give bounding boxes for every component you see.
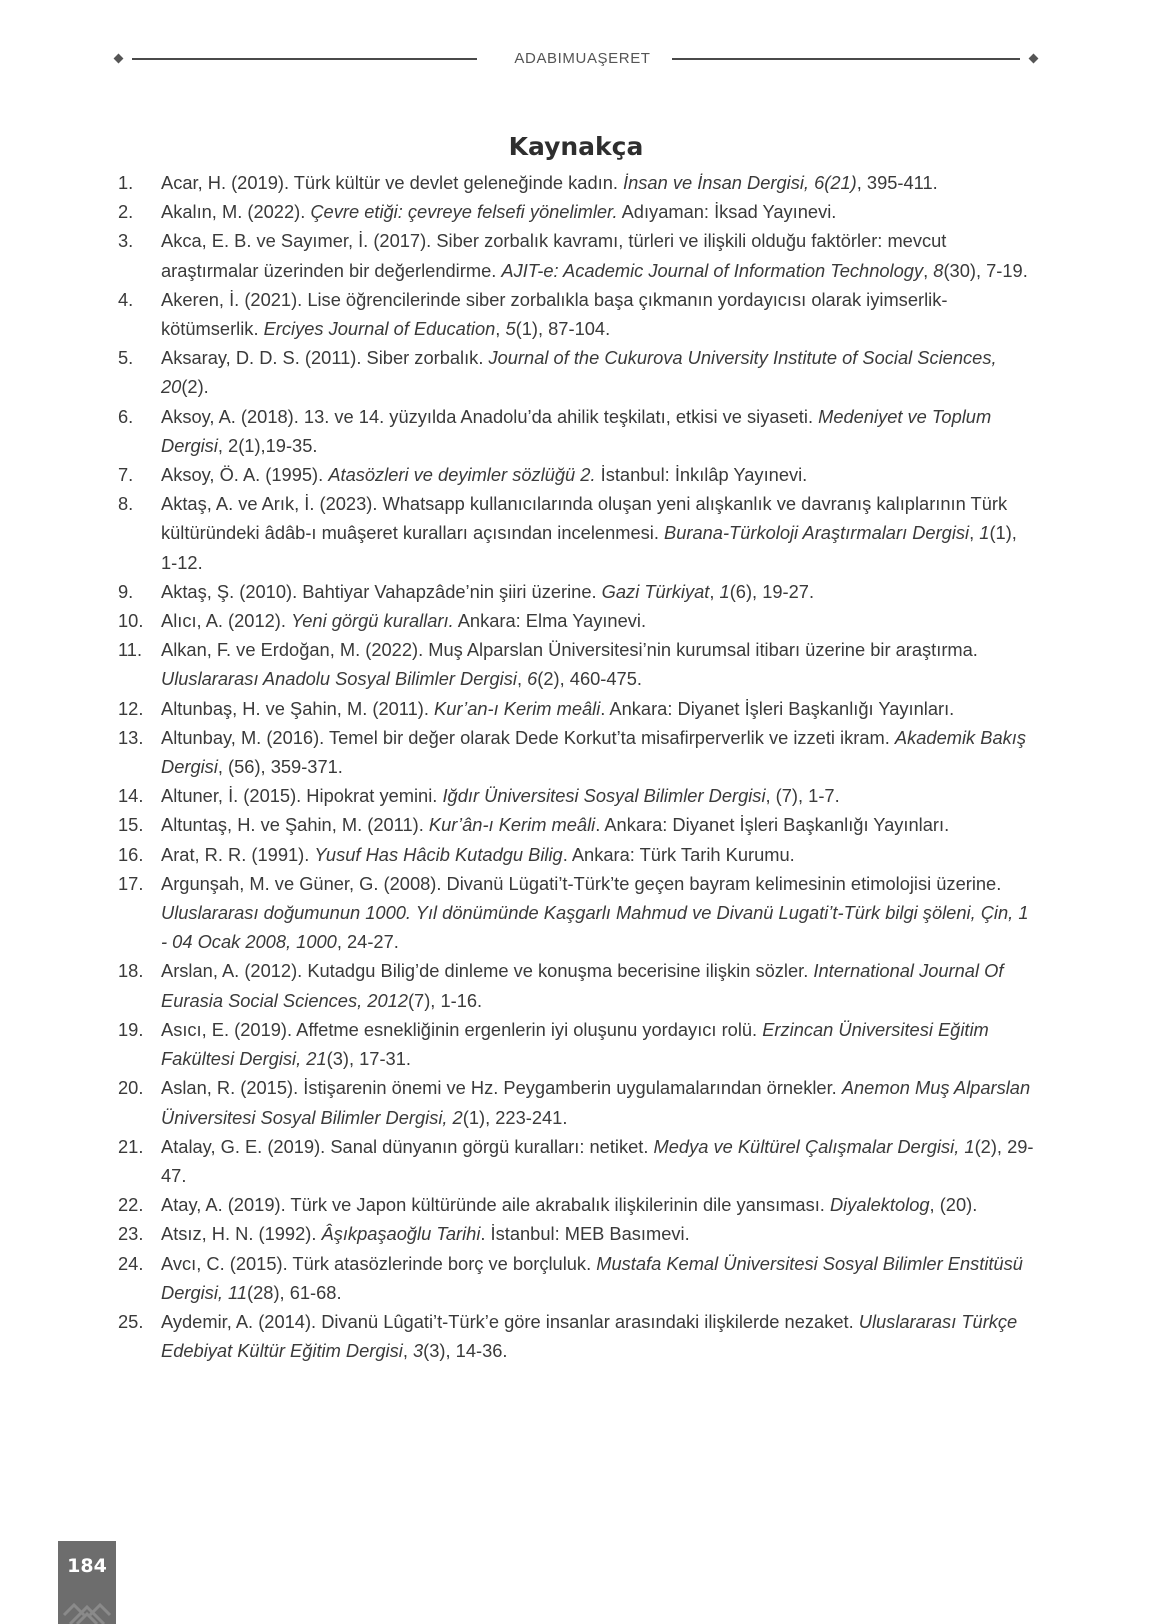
reference-segment: , 2(1),19-35. [217, 434, 318, 456]
reference-segment: Arat, R. R. (1991). [161, 843, 315, 865]
reference-source-title: Yeni görgü kuralları. [291, 610, 454, 632]
reference-item [118, 577, 1038, 606]
reference-segment: (7), 1-16. [407, 989, 483, 1011]
reference-item [118, 197, 1038, 226]
reference-number: 2. [118, 201, 134, 223]
reference-source-title: 6 [527, 668, 538, 690]
page-number: 184 [67, 1555, 107, 1577]
reference-source-title: Erzincan Üniversitesi Eğitim Fakültesi Dergisi, 21 [161, 1018, 989, 1070]
reference-item [118, 460, 1038, 489]
reference-source-title: International Journal Of Eurasia Social Sciences, 2012 [161, 960, 1004, 1011]
reference-source-title: Uluslararası doğumunun 1000. Yıl dönümünde Kaşgarlı Mahmud ve Divanü Lugati’t-Türk bilgi şöleni, Çin, 1 - 04 Ocak 2008, 1000 [161, 902, 1029, 953]
reference-segment: (6), 19-27. [729, 580, 815, 602]
reference-segment: Akeren, İ. (2021). Lise öğrencilerinde siber zorbalıkla başa çıkmanın yordayıcısı olarak iyimserlik-kötümserlik. [161, 288, 948, 340]
reference-source-title: Akademik Bakış Dergisi [161, 726, 1026, 778]
reference-segment: , 395-411. [856, 172, 938, 193]
reference-segment: Akalın, M. (2022). [161, 201, 311, 223]
reference-segment: Aksoy, Ö. A. (1995). [161, 464, 329, 486]
reference-source-title: Diyalektolog [829, 1194, 930, 1216]
reference-number: 7. [118, 464, 134, 486]
reference-source-title: AJIT-e: Academic Journal of Information Technology [501, 259, 924, 281]
reference-number: 10. [118, 610, 144, 632]
reference-source-title: Çevre etiği: çevreye felsefi yönelimler. [310, 201, 618, 223]
reference-item [118, 694, 1038, 723]
reference-segment: Avcı, C. (2015). Türk atasözlerinde borç ve borçluluk. [161, 1252, 597, 1274]
reference-source-title: Kur’ân-ı Kerim meâli [428, 814, 596, 836]
reference-segment: . Ankara: Türk Tarih Kurumu. [562, 843, 795, 865]
reference-segment: , 24-27. [336, 931, 399, 953]
reference-item [118, 606, 1038, 635]
reference-segment: , (56), 359-371. [217, 756, 343, 778]
reference-segment: Ankara: Elma Yayınevi. [453, 610, 647, 632]
reference-segment: Atalay, G. E. (2019). Sanal dünyanın görgü kuralları: netiket. [161, 1135, 654, 1157]
reference-segment: İstanbul: İnkılâp Yayınevi. [595, 464, 808, 486]
knot-ornament-icon [62, 1591, 112, 1624]
reference-item [118, 1132, 1038, 1190]
reference-text [161, 230, 1028, 280]
reference-segment: Aksoy, A. (2018). 13. ve 14. yüzyılda Anadolu’da ahilik teşkilatı, etkisi ve siyaseti. [161, 405, 819, 427]
reference-number: 8. [118, 493, 134, 515]
reference-number: 5. [118, 347, 134, 369]
reference-number: 21. [118, 1135, 144, 1157]
reference-segment: (1), 87-104. [515, 318, 611, 340]
reference-segment: Akca, E. B. ve Sayımer, İ. (2017). Siber zorbalık kavramı, türleri ve ilişkili olduğu faktörler: mevcut araştırmalar üzerinden bir değerlendirme. [161, 230, 947, 281]
reference-source-title: Journal of the Cukurova University Institute of Social Sciences, 20 [161, 347, 997, 398]
running-title: ADABIMUAŞERET [514, 50, 651, 67]
reference-item [118, 226, 1038, 284]
reference-number: 20. [118, 1077, 144, 1099]
reference-item [118, 781, 1038, 810]
reference-item [118, 343, 1038, 401]
header-rule-left [132, 58, 477, 60]
reference-segment: Adıyaman: İksad Yayınevi. [617, 201, 837, 223]
reference-source-title: Kur’an-ı Kerim meâli [434, 697, 601, 719]
reference-text [161, 201, 836, 222]
reference-text [161, 493, 1017, 572]
reference-item [118, 402, 1038, 460]
reference-item [118, 489, 1038, 577]
reference-text [161, 960, 1003, 1010]
reference-source-title: Uluslararası Anadolu Sosyal Bilimler Dergisi [161, 668, 517, 690]
diamond-icon [1029, 54, 1039, 64]
reference-number: 4. [118, 288, 134, 310]
reference-number: 3. [118, 230, 134, 252]
reference-text [161, 464, 807, 485]
reference-number: 15. [118, 814, 144, 836]
reference-segment: Alkan, F. ve Erdoğan, M. (2022). Muş Alparslan Üniversitesi’nin kurumsal itibarı üzerine bir araştırma. [161, 639, 978, 661]
reference-source-title: 8 [933, 259, 944, 281]
reference-segment: , (7), 1-7. [765, 785, 840, 807]
reference-segment: Aslan, R. (2015). İstişarenin önemi ve Hz. Peygamberin uygulamalarından örnekler. [161, 1077, 842, 1099]
reference-segment: (30), 7-19. [943, 259, 1028, 281]
reference-number: 23. [118, 1223, 144, 1245]
reference-number: 6. [118, 405, 134, 427]
reference-segment: (3), 14-36. [423, 1340, 508, 1362]
reference-segment: . Ankara: Diyanet İşleri Başkanlığı Yayınları. [600, 697, 955, 719]
reference-source-title: Medya ve Kültürel Çalışmalar Dergisi, 1 [653, 1135, 975, 1157]
reference-text [161, 1077, 1030, 1127]
reference-number: 9. [118, 580, 134, 602]
reference-source-title: Gazi Türkiyat [601, 580, 710, 602]
reference-number: 24. [118, 1252, 144, 1274]
reference-segment: Altunbaş, H. ve Şahin, M. (2011). [161, 697, 434, 719]
reference-number: 12. [118, 697, 144, 719]
reference-item [118, 810, 1038, 839]
reference-number: 11. [118, 639, 143, 661]
reference-source-title: 3 [413, 1340, 424, 1362]
reference-item [118, 1307, 1038, 1365]
header-rule-right [672, 58, 1020, 60]
reference-segment: (1), 223-241. [462, 1106, 568, 1128]
reference-segment: (3), 17-31. [326, 1048, 411, 1070]
reference-segment: (2), 29-47. [161, 1135, 1034, 1186]
reference-source-title: İnsan ve İnsan Dergisi, 6(21) [623, 172, 857, 193]
reference-source-title: Medeniyet ve Toplum Dergisi [161, 405, 992, 456]
reference-text [161, 844, 795, 865]
reference-text [161, 1223, 690, 1244]
reference-text [161, 1253, 1023, 1303]
reference-text [161, 406, 991, 456]
reference-list [118, 168, 1038, 1365]
reference-segment: (2), 460-475. [537, 668, 642, 690]
reference-source-title: 5 [505, 318, 516, 340]
reference-text [161, 289, 947, 339]
reference-source-title: Yusuf Has Hâcib Kutadgu Bilig [314, 843, 563, 865]
reference-item [118, 168, 1038, 197]
reference-item [118, 723, 1038, 781]
reference-segment: Aktaş, A. ve Arık, İ. (2023). Whatsapp kullanıcılarında oluşan yeni alışkanlık ve davranış kalıplarının Türk kültüründeki âdâb-ı muâşeret kuralları açısından incelenmesi. [161, 493, 1008, 544]
reference-item [118, 1073, 1038, 1131]
reference-text [161, 785, 840, 806]
reference-source-title: Mustafa Kemal Üniversitesi Sosyal Bilimler Enstitüsü Dergisi, 11 [161, 1252, 1023, 1303]
reference-number: 25. [118, 1310, 144, 1332]
reference-number: 17. [118, 872, 144, 894]
reference-segment: Argunşah, M. ve Güner, G. (2008). Divanü Lügati’t-Türk’te geçen bayram kelimesinin etimolojisi üzerine. [161, 872, 1002, 894]
reference-segment: Atsız, H. N. (1992). [161, 1223, 322, 1245]
reference-text [161, 727, 1026, 777]
reference-number: 19. [118, 1018, 144, 1040]
reference-source-title: 1 [979, 522, 990, 544]
reference-segment: Arslan, A. (2012). Kutadgu Bilig’de dinleme ve konuşma becerisine ilişkin sözler. [161, 960, 814, 982]
reference-item [118, 1219, 1038, 1248]
reference-item [118, 869, 1038, 957]
reference-item [118, 1249, 1038, 1307]
reference-segment: Altuner, İ. (2015). Hipokrat yemini. [161, 785, 443, 807]
reference-segment: , [709, 580, 720, 602]
reference-item [118, 1015, 1038, 1073]
reference-segment: Altuntaş, H. ve Şahin, M. (2011). [161, 814, 429, 836]
reference-number: 16. [118, 843, 144, 865]
reference-segment: (2). [181, 376, 209, 398]
reference-segment: , [495, 318, 506, 340]
reference-item [118, 1190, 1038, 1219]
reference-item [118, 285, 1038, 343]
reference-source-title: Burana-Türkoloji Araştırmaları Dergisi [664, 522, 970, 544]
reference-segment: Aktaş, Ş. (2010). Bahtiyar Vahapzâde’nin şiiri üzerine. [161, 580, 602, 602]
reference-text [161, 639, 978, 689]
reference-source-title: Erciyes Journal of Education [263, 318, 496, 340]
reference-segment: (28), 61-68. [247, 1281, 342, 1303]
reference-segment: Aydemir, A. (2014). Divanü Lûgati’t-Türk’e göre insanlar arasındaki ilişkilerde nezaket. [161, 1310, 859, 1332]
reference-text [161, 1194, 977, 1215]
reference-segment: , [923, 259, 934, 281]
reference-segment: Asıcı, E. (2019). Affetme esnekliğinin ergenlerin iyi oluşunu yordayıcı rolü. [161, 1018, 763, 1040]
diamond-icon [114, 54, 124, 64]
reference-item [118, 956, 1038, 1014]
reference-text [161, 814, 949, 835]
reference-segment: . İstanbul: MEB Basımevi. [480, 1223, 690, 1245]
page-number-tab [58, 1541, 116, 1624]
reference-text [161, 347, 997, 397]
reference-text [161, 698, 954, 719]
reference-text [161, 1311, 1017, 1361]
reference-segment: , (20). [929, 1194, 978, 1216]
reference-text [161, 610, 646, 631]
reference-segment: , [969, 522, 980, 544]
reference-item [118, 840, 1038, 869]
reference-item [118, 635, 1038, 693]
reference-segment: , [402, 1340, 413, 1362]
reference-source-title: Iğdır Üniversitesi Sosyal Bilimler Dergisi [442, 785, 766, 807]
reference-segment: Aksaray, D. D. S. (2011). Siber zorbalık. [161, 347, 489, 369]
reference-segment: (1), 1-12. [161, 522, 1017, 573]
reference-segment: , [516, 668, 528, 690]
reference-segment: Altunbay, M. (2016). Temel bir değer olarak Dede Korkut’ta misafirperverlik ve izzeti ikram. [161, 726, 895, 748]
reference-text [161, 172, 938, 193]
reference-source-title: Âşıkpaşaoğlu Tarihi [321, 1223, 481, 1245]
running-header [113, 48, 1039, 70]
reference-segment: . Ankara: Diyanet İşleri Başkanlığı Yayınları. [595, 814, 950, 836]
reference-number: 18. [118, 960, 144, 982]
reference-text [161, 1019, 989, 1069]
reference-text [161, 581, 814, 602]
reference-source-title: 1 [719, 580, 730, 602]
section-title: Kaynakça [508, 131, 644, 161]
reference-source-title: Anemon Muş Alparslan Üniversitesi Sosyal Bilimler Dergisi, 2 [161, 1077, 1031, 1128]
reference-number: 1. [118, 172, 134, 193]
reference-text [161, 1136, 1034, 1186]
reference-source-title: Atasözleri ve deyimler sözlüğü 2. [328, 464, 596, 486]
reference-segment: Acar, H. (2019). Türk kültür ve devlet geleneğinde kadın. [161, 172, 624, 193]
reference-number: 22. [118, 1194, 144, 1216]
reference-segment: Atay, A. (2019). Türk ve Japon kültüründe aile akrabalık ilişkilerinin dile yansıması. [161, 1194, 830, 1216]
reference-text [161, 873, 1029, 952]
reference-number: 13. [118, 726, 144, 748]
reference-number: 14. [118, 785, 144, 807]
reference-source-title: Uluslararası Türkçe Edebiyat Kültür Eğitim Dergisi [161, 1310, 1018, 1362]
reference-segment: Alıcı, A. (2012). [161, 610, 292, 632]
